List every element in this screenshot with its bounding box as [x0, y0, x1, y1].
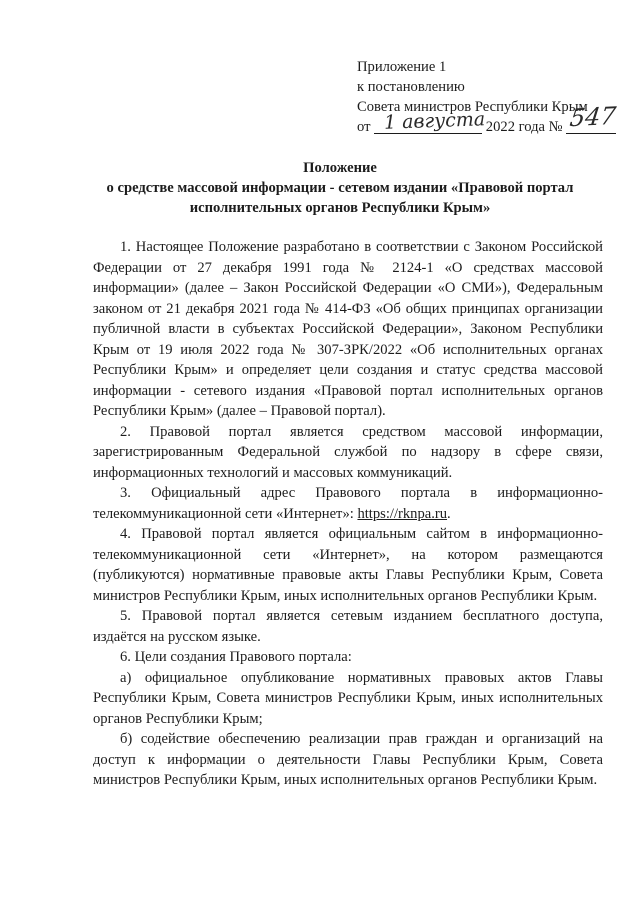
title-line-3: исполнительных органов Республики Крым»	[189, 200, 491, 216]
attachment-line-2: к постановлению	[357, 79, 465, 95]
attachment-line-3: Совета министров Республики Крым	[357, 99, 588, 115]
date-field	[374, 108, 486, 137]
paragraph-3	[93, 483, 603, 524]
paragraph-6a: а) официальное опубликование нормативных правовых актов Главы Республики Крым, Совета министров Республики Крым, иных исполнительных органов Республики Крым;	[93, 669, 603, 727]
document-title	[70, 158, 610, 218]
handwritten-date: 1 августа	[383, 108, 486, 134]
handwritten-number: 547	[568, 101, 618, 133]
document-body	[93, 237, 603, 791]
paragraph-2: 2. Правовой портал является средством массовой информации, зарегистрированным Федеральной службой по надзору в сфере связи, информационных технологий и массовых коммуникаций.	[93, 423, 603, 481]
year-text: 2022 года №	[485, 119, 563, 135]
title-line-1: Положение	[303, 160, 377, 176]
date-prefix: от	[357, 119, 371, 135]
paragraph-5: 5. Правовой портал является сетевым изданием бесплатного доступа, издаётся на русском языке.	[93, 608, 603, 645]
paragraph-1: 1. Настоящее Положение разработано в соответствии с Законом Российской Федерации от 27 декабря 1991 года № 2124-1 «О средствах массовой информации» (далее – Закон Российской Федерации «О СМИ»), Федеральным законом от 21 декабря 2021 года № 414-ФЗ «Об общих принципах организации публичной власти в субъектах Российской Федерации», Законом Республики Крым от 19 июля 2022 года № 307-ЗРК/2022 «Об исполнительных органах Республики Крым» и определяет цели создания и статус средства массовой информации - сетевого издания «Правовой портал исполнительных органов Республики Крым» (далее – Правовой портал).	[93, 239, 603, 419]
paragraph-3-end: .	[447, 505, 451, 522]
number-field	[566, 101, 618, 137]
paragraph-3-text: 3. Официальный адрес Правового портала в информационно-телекоммуникационной сети «Интернет»:	[93, 485, 603, 522]
paragraph-4: 4. Правовой портал является официальным сайтом в информационно-телекоммуникационной сети «Интернет», на котором размещаются (публикуются) нормативные правовые акты Главы Республики Крым, Совета министров Республики Крым, иных исполнительных органов Республики Крым.	[93, 526, 603, 604]
attachment-block	[357, 57, 617, 137]
paragraph-6: 6. Цели создания Правового портала:	[120, 649, 352, 665]
paragraph-6b: б) содействие обеспечению реализации прав граждан и организаций на доступ к информации о деятельности Главы Республики Крым, Совета министров Республики Крым, иных исполнительных органов Республики Крым.	[93, 731, 603, 788]
attachment-line-1: Приложение 1	[357, 59, 447, 75]
title-line-2: о средстве массовой информации - сетевом издании «Правовой портал	[106, 180, 574, 196]
portal-link[interactable]: https://rknpa.ru	[357, 505, 448, 522]
